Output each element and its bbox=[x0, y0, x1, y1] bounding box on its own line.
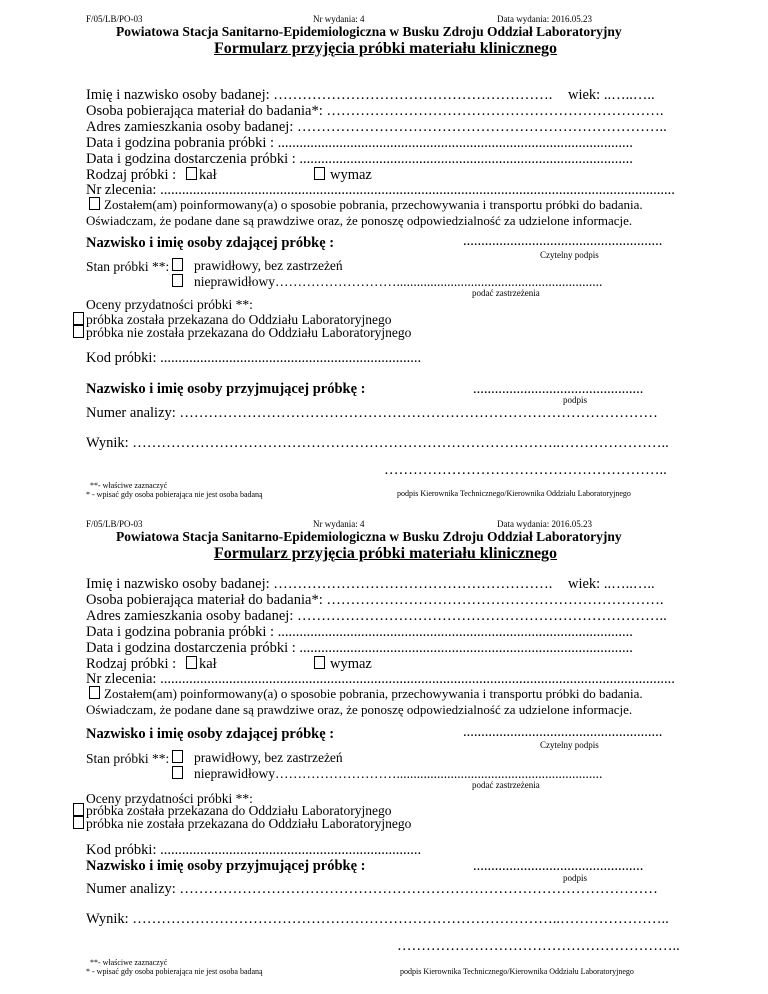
issue-date: Data wydania: 2016.05.23 bbox=[497, 519, 592, 529]
state-incorrect-field[interactable]: nieprawidłowy………………………............................................................. bbox=[194, 766, 603, 781]
receiver-signature-line[interactable]: ............................................... bbox=[473, 858, 644, 874]
assessment-not-passed-label: próbka nie została przekazana do Oddziału Laboratoryjnego bbox=[86, 325, 412, 340]
footnote-mark: **- właściwe zaznaczyć bbox=[90, 481, 168, 490]
reservations-caption: podać zastrzeżenia bbox=[472, 780, 540, 790]
declaration-statement: Oświadczam, że podane dane są prawdziwe oraz, że ponoszę odpowiedzialność za udzielone informacje. bbox=[86, 213, 633, 228]
collector-field[interactable]: Osoba pobierająca materiał do badania*: ……………………………………………………………. bbox=[86, 103, 664, 119]
issue-date: Data wydania: 2016.05.23 bbox=[497, 14, 592, 24]
receiver-signature-line[interactable]: ............................................... bbox=[473, 381, 644, 397]
institution-name: Powiatowa Stacja Sanitarno-Epidemiologiczna w Busku Zdroju Oddział Laboratoryjny bbox=[116, 529, 622, 544]
receiver-label: Nazwisko i imię osoby przyjmującej próbkę : bbox=[86, 381, 366, 397]
state-label: Stan próbki **: bbox=[86, 751, 170, 766]
reservations-caption: podać zastrzeżenia bbox=[472, 288, 540, 298]
receiver-signature-caption: podpis bbox=[563, 873, 588, 883]
submitter-label: Nazwisko i imię osoby zdającej próbkę : bbox=[86, 235, 335, 251]
receiver-signature-caption: podpis bbox=[563, 395, 588, 405]
doc-code: F/05/LB/PO-03 bbox=[86, 14, 143, 24]
sample-type-label: Rodzaj próbki : bbox=[86, 167, 177, 183]
sample-type-wymaz-label: wymaz bbox=[330, 167, 372, 183]
informed-statement: Zostałem(am) poinformowany(a) o sposobie pobrania, przechowywania i transportu próbki do badania. bbox=[104, 686, 643, 701]
state-correct-checkbox[interactable] bbox=[172, 258, 183, 271]
age-field[interactable]: wiek: ..…..….. bbox=[568, 87, 655, 103]
footnote-collector: * - wpisać gdy osoba pobierająca nie jest osoba badaną bbox=[86, 967, 263, 976]
state-incorrect-checkbox[interactable] bbox=[172, 766, 183, 779]
sample-type-kal-checkbox[interactable] bbox=[186, 167, 197, 180]
footnote-collector: * - wpisać gdy osoba pobierająca nie jest osoba badaną bbox=[86, 490, 263, 499]
collector-field[interactable]: Osoba pobierająca materiał do badania*: ……………………………………………………………. bbox=[86, 592, 664, 608]
address-field[interactable]: Adres zamieszkania osoby badanej: ………………………………………………………………….. bbox=[86, 119, 667, 135]
assessment-passed-checkbox[interactable] bbox=[73, 312, 84, 325]
sample-type-kal-label: kał bbox=[199, 656, 217, 672]
submitter-signature-line[interactable]: ....................................................... bbox=[463, 233, 663, 249]
manager-signature-line[interactable]: ………………………………………………….. bbox=[384, 462, 667, 478]
assessment-title: Oceny przydatności próbki **: bbox=[86, 297, 253, 312]
delivery-date-field[interactable]: Data i godzina dostarczenia próbki : ............................................................................................ bbox=[86, 640, 633, 656]
submitter-signature-caption: Czytelny podpis bbox=[540, 250, 599, 260]
informed-statement: Zostałem(am) poinformowany(a) o sposobie pobrania, przechowywania i transportu próbki do badania. bbox=[104, 197, 643, 212]
submitter-signature-caption: Czytelny podpis bbox=[540, 740, 599, 750]
assessment-not-passed-checkbox[interactable] bbox=[73, 325, 84, 338]
collection-date-field[interactable]: Data i godzina pobrania próbki : .................................................................................................. bbox=[86, 135, 633, 151]
order-number-field[interactable]: Nr zlecenia: .............................................................................................................................................. bbox=[86, 671, 675, 687]
assessment-not-passed-checkbox[interactable] bbox=[73, 816, 84, 829]
assessment-passed-label: próbka została przekazana do Oddziału Laboratoryjnego bbox=[86, 803, 392, 818]
sample-type-wymaz-label: wymaz bbox=[330, 656, 372, 672]
assessment-passed-checkbox[interactable] bbox=[73, 803, 84, 816]
manager-signature-line[interactable]: ………………………………………………….. bbox=[397, 938, 680, 954]
form-title: Formularz przyjęcia próbki materiału klinicznego bbox=[214, 40, 558, 57]
sample-type-wymaz-checkbox[interactable] bbox=[314, 167, 325, 180]
doc-code: F/05/LB/PO-03 bbox=[86, 519, 143, 529]
form-copy-2 bbox=[0, 497, 768, 994]
analysis-number-field[interactable]: Numer analizy: ……………………………………………………………………………………… bbox=[86, 405, 658, 421]
patient-name-field[interactable]: Imię i nazwisko osoby badanej: …………………………………………………. bbox=[86, 576, 553, 592]
informed-checkbox[interactable] bbox=[89, 686, 100, 699]
result-field[interactable]: Wynik: ……………………………………………………………………………..………………….. bbox=[86, 911, 669, 927]
edition: Nr wydania: 4 bbox=[313, 519, 365, 529]
analysis-number-field[interactable]: Numer analizy: ……………………………………………………………………………………… bbox=[86, 881, 658, 897]
form-title: Formularz przyjęcia próbki materiału klinicznego bbox=[214, 545, 558, 562]
assessment-not-passed-label: próbka nie została przekazana do Oddziału Laboratoryjnego bbox=[86, 816, 412, 831]
manager-signature-caption: podpis Kierownika Technicznego/Kierownika Oddziału Laboratoryjnego bbox=[397, 489, 631, 498]
submitter-signature-line[interactable]: ....................................................... bbox=[463, 724, 663, 740]
state-incorrect-checkbox[interactable] bbox=[172, 274, 183, 287]
receiver-label: Nazwisko i imię osoby przyjmującej próbkę : bbox=[86, 858, 366, 874]
sample-type-label: Rodzaj próbki : bbox=[86, 656, 177, 672]
sample-type-kal-checkbox[interactable] bbox=[186, 656, 197, 669]
order-number-field[interactable]: Nr zlecenia: .............................................................................................................................................. bbox=[86, 182, 675, 198]
collection-date-field[interactable]: Data i godzina pobrania próbki : .................................................................................................. bbox=[86, 624, 633, 640]
state-label: Stan próbki **: bbox=[86, 259, 170, 274]
submitter-label: Nazwisko i imię osoby zdającej próbkę : bbox=[86, 726, 335, 742]
edition: Nr wydania: 4 bbox=[313, 14, 365, 24]
address-field[interactable]: Adres zamieszkania osoby badanej: ………………………………………………………………….. bbox=[86, 608, 667, 624]
sample-type-wymaz-checkbox[interactable] bbox=[314, 656, 325, 669]
assessment-title: Oceny przydatności próbki **: bbox=[86, 791, 253, 806]
delivery-date-field[interactable]: Data i godzina dostarczenia próbki : ............................................................................................ bbox=[86, 151, 633, 167]
state-correct-checkbox[interactable] bbox=[172, 750, 183, 763]
sample-type-kal-label: kał bbox=[199, 167, 217, 183]
sample-code-field[interactable]: Kod próbki: ........................................................................ bbox=[86, 350, 422, 366]
assessment-passed-label: próbka została przekazana do Oddziału Laboratoryjnego bbox=[86, 312, 392, 327]
institution-name: Powiatowa Stacja Sanitarno-Epidemiologiczna w Busku Zdroju Oddział Laboratoryjny bbox=[116, 24, 622, 39]
footnote-mark: **- właściwe zaznaczyć bbox=[90, 958, 168, 967]
informed-checkbox[interactable] bbox=[89, 197, 100, 210]
state-correct-label: prawidłowy, bez zastrzeżeń bbox=[194, 258, 343, 273]
sample-code-field[interactable]: Kod próbki: ........................................................................ bbox=[86, 842, 422, 858]
declaration-statement: Oświadczam, że podane dane są prawdziwe oraz, że ponoszę odpowiedzialność za udzielone informacje. bbox=[86, 702, 633, 717]
state-incorrect-field[interactable]: nieprawidłowy………………………............................................................. bbox=[194, 274, 603, 289]
result-field[interactable]: Wynik: ……………………………………………………………………………..………………….. bbox=[86, 435, 669, 451]
manager-signature-caption: podpis Kierownika Technicznego/Kierownika Oddziału Laboratoryjnego bbox=[400, 967, 634, 976]
age-field[interactable]: wiek: ..…..….. bbox=[568, 576, 655, 592]
state-correct-label: prawidłowy, bez zastrzeżeń bbox=[194, 750, 343, 765]
patient-name-field[interactable]: Imię i nazwisko osoby badanej: …………………………………………………. bbox=[86, 87, 553, 103]
